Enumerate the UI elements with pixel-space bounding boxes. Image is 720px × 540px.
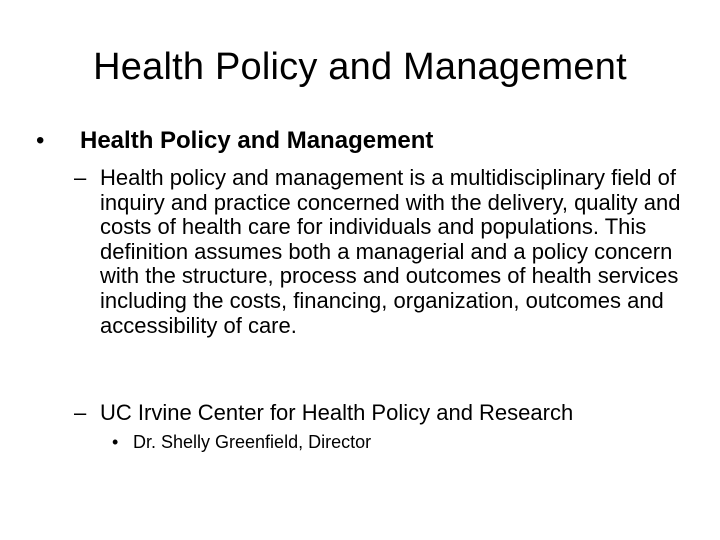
definition-text: Health policy and management is a multidisciplinary field of inquiry and practice concerned with the delivery, quality and costs of health care for individuals and populations. This definition assumes both a managerial and a policy concern with the structure, process and outcomes of health services including the costs, financing, organization, outcomes and accessibility of care. [100,165,681,338]
source-item [74,401,694,431]
bullet-marker: • [36,127,45,154]
dash-marker: – [74,400,87,425]
bullet-heading: Health Policy and Management [80,127,434,154]
source-text: UC Irvine Center for Health Policy and Research [100,400,574,425]
dash-marker: – [74,165,87,190]
definition-item [74,166,714,366]
director-text: Dr. Shelly Greenfield, Director [133,432,372,452]
bullet-marker: • [112,432,119,452]
slide-title: Health Policy and Management [93,46,627,88]
